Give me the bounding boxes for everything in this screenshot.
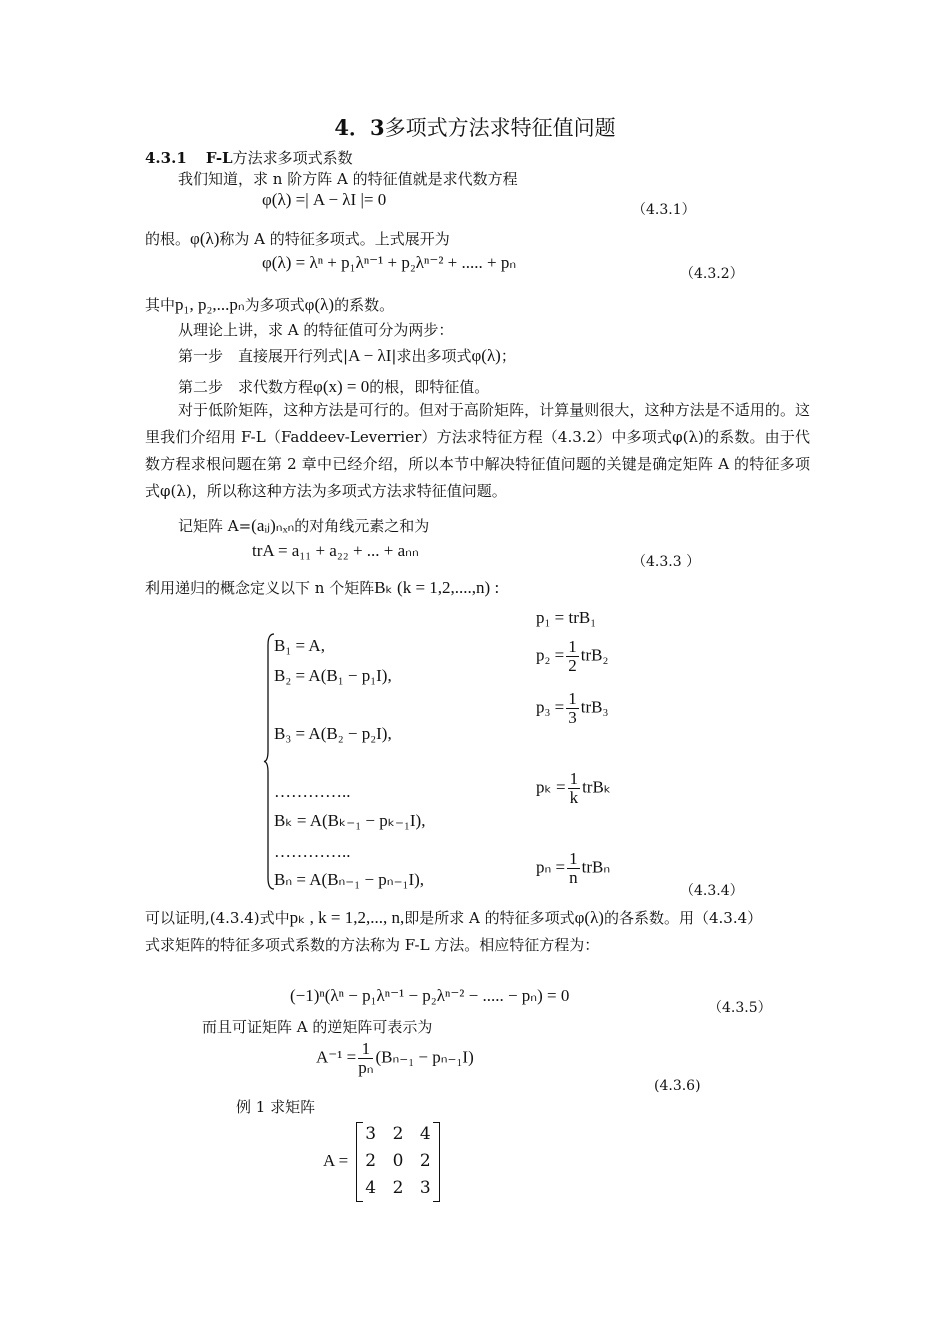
- text-line-10: 式求矩阵的特征多项式系数的方法称为 F-L 方法。相应特征方程为：: [145, 936, 600, 954]
- coef-rhs: trBₖ: [582, 777, 612, 797]
- recursion-line-n: Bₙ = A(Bₙ₋₁ − pₙ₋₁I),: [274, 870, 425, 889]
- section-heading: [145, 148, 353, 168]
- section-label: F-L: [205, 149, 233, 167]
- equation-4-3-2: φ(λ) = λⁿ + p₁λⁿ⁻¹ + p₂λⁿ⁻² + ..... + pₙ: [262, 253, 517, 272]
- equation-number-4-3-4: （4.3.4）: [680, 883, 744, 899]
- recursion-line-1: B₁ = A,: [274, 636, 325, 655]
- recursion-ellipsis-2: …………..: [274, 842, 351, 861]
- equation-number-4-3-3: （4.3.3 ）: [632, 554, 701, 570]
- pk-range: pₖ , k = 1,2,..., n,: [289, 908, 405, 927]
- text-line-9: [145, 908, 762, 928]
- phi-lambda: φ(λ): [574, 908, 604, 927]
- text-fragment: 利用递归的概念定义以下 n 个矩阵: [145, 579, 375, 597]
- text-fragment: 称为 A 的特征多项式。上式展开为: [219, 230, 450, 248]
- equation-4-3-3: trA = a₁₁ + a₂₂ + ... + aₙₙ: [252, 541, 419, 560]
- coef-fraction: [568, 770, 581, 807]
- b-k-matrices: Bₖ (k = 1,2,....,n) :: [374, 578, 500, 597]
- section-text: 方法求多项式系数: [232, 149, 353, 167]
- paragraph-1: 对于低阶矩阵，这种方法是可行的。但对于高阶矩阵，计算量则很大，这种方法是不适用的。这里我们介绍用 F-L（Faddeev-Leverrier）方法求特征方程（4.3.2）中多项式φ(λ)的系数。由于代数方程求根问题在第 2 章中已经介绍，所以本节中解决特征值问题的关键是确定矩阵 A 的特征多项式φ(λ)，所以称这种方法为多项式方法求特征值问题。: [145, 401, 810, 500]
- matrix-elements: (aᵢⱼ)ₙₓₙ: [251, 516, 295, 535]
- coef-fraction: [566, 690, 579, 727]
- text-line-3: [145, 295, 394, 315]
- frac-numerator: 1: [568, 689, 577, 708]
- frac-denominator: 3: [568, 708, 577, 727]
- example-label: 例 1 求矩阵: [236, 1098, 316, 1116]
- matrix-row: [357, 1151, 439, 1171]
- text-fragment: 第二步 求代数方程: [178, 378, 314, 396]
- frac-numerator: 1: [569, 849, 578, 868]
- coef-lhs: p₁ =: [536, 608, 565, 627]
- step-one: [178, 346, 516, 366]
- coefficient-p1: [536, 608, 596, 628]
- page-title: [0, 112, 950, 142]
- recursion-ellipsis-1: …………..: [274, 782, 351, 801]
- equation-4-3-1: φ(λ) =| A − λI |= 0: [262, 190, 387, 209]
- coef-lhs: pₖ =: [536, 777, 566, 797]
- eq6-lhs: A⁻¹ =: [316, 1047, 357, 1067]
- recursion-line-3: B₃ = A(B₂ − p₂I),: [274, 724, 392, 743]
- matrix-cell: 2: [392, 1124, 404, 1144]
- coef-lhs: pₙ =: [536, 857, 566, 877]
- coef-fraction: [567, 850, 580, 887]
- text-line-11: 而且可证矩阵 A 的逆矩阵可表示为: [202, 1018, 433, 1036]
- phi-lambda: φ(λ): [190, 229, 220, 248]
- frac-denominator: k: [569, 788, 579, 807]
- coef-rhs: trB₂: [580, 645, 609, 665]
- coef-rhs: trBₙ: [581, 857, 611, 877]
- coefficient-pk: [536, 770, 611, 807]
- coefficient-p3: [536, 690, 608, 727]
- text-line-4: 从理论上讲，求 A 的特征值可分为两步：: [178, 321, 454, 339]
- equation-4-3-6: [316, 1040, 474, 1077]
- eq6-rhs: (Bₙ₋₁ − pₙ₋₁I): [375, 1047, 474, 1067]
- matrix-cell: 0: [392, 1151, 404, 1171]
- text-fragment: 为多项式: [244, 296, 305, 314]
- text-fragment: 其中: [145, 296, 176, 314]
- text-fragment: 的对角线元素之和为: [294, 517, 430, 535]
- matrix-row: [357, 1124, 439, 1144]
- recursion-line-k: Bₖ = A(Bₖ₋₁ − pₖ₋₁I),: [274, 811, 426, 830]
- text-fragment: ；: [500, 347, 516, 365]
- matrix-cell: 3: [365, 1124, 377, 1144]
- text-fragment: 的各系数。用（4.3.4）: [603, 909, 763, 927]
- matrix-cell: 2: [392, 1178, 404, 1198]
- coefficient-p2: [536, 638, 608, 675]
- section-number: 4.3.1: [145, 149, 187, 167]
- matrix-row: [357, 1178, 439, 1198]
- text-fragment: 可以证明,(4.3.4)式中: [145, 909, 290, 927]
- matrix-cell: 4: [365, 1178, 377, 1198]
- text-line-2: [145, 229, 450, 249]
- frac-numerator: 1: [568, 637, 577, 656]
- matrix-label: A =: [323, 1151, 349, 1170]
- frac-numerator: 1: [569, 769, 579, 788]
- text-fragment: 的根，即特征值。: [369, 378, 490, 396]
- frac-denominator: pₙ: [358, 1058, 374, 1077]
- recursion-line-2: B₂ = A(B₁ − p₁I),: [274, 666, 392, 685]
- coef-lhs: p₂ =: [536, 645, 565, 665]
- text-fragment: 的系数。: [334, 296, 395, 314]
- coef-lhs: p₃ =: [536, 697, 565, 717]
- text-fragment: 即是所求 A 的特征多项式: [404, 909, 575, 927]
- equation-number-4-3-5: （4.3.5）: [708, 1000, 772, 1016]
- text-fragment: |求出多项式: [391, 347, 472, 365]
- matrix-cell: 4: [419, 1124, 431, 1144]
- coefficient-pn: [536, 850, 610, 887]
- frac-numerator: 1: [358, 1040, 373, 1059]
- equation-number-4-3-6: (4.3.6): [654, 1078, 701, 1094]
- equation-number-4-3-2: （4.3.2）: [680, 266, 744, 282]
- text-line-8: [145, 578, 499, 598]
- phi-lambda: φ(λ): [304, 295, 335, 314]
- matrix-cell: 2: [419, 1151, 431, 1171]
- text-fragment: 第一步 直接展开行列式|: [178, 347, 349, 365]
- coef-fraction: [566, 638, 579, 675]
- text-line-1: 我们知道，求 n 阶方阵 A 的特征值就是求代数方程: [178, 170, 518, 188]
- step-two: [178, 377, 489, 397]
- matrix-cell: 3: [419, 1178, 431, 1198]
- equation-number-4-3-1: （4.3.1）: [632, 202, 696, 218]
- frac-denominator: n: [569, 868, 578, 887]
- phi-x-equation: φ(x) = 0: [313, 377, 370, 396]
- coef-rhs: trB₁: [568, 608, 597, 627]
- title-number: 4．3: [334, 115, 385, 140]
- title-text: 多项式方法求特征值问题: [384, 116, 616, 140]
- coefficients-p: p₁, p₂,...pₙ: [175, 295, 245, 314]
- text-line-7: [178, 516, 429, 536]
- determinant-expression: A − λI: [348, 346, 392, 365]
- matrix-cell: 2: [365, 1151, 377, 1171]
- coef-rhs: trB₃: [580, 697, 609, 717]
- eq6-fraction: [358, 1040, 373, 1077]
- text-fragment: 记矩阵 A=: [178, 517, 252, 535]
- text-fragment: 的根。: [145, 230, 191, 248]
- phi-lambda: φ(λ): [471, 346, 501, 365]
- equation-4-3-5: (−1)ⁿ(λⁿ − p₁λⁿ⁻¹ − p₂λⁿ⁻² − ..... − pₙ) = 0: [290, 986, 570, 1005]
- matrix-a: [356, 1122, 440, 1202]
- frac-denominator: 2: [568, 656, 577, 675]
